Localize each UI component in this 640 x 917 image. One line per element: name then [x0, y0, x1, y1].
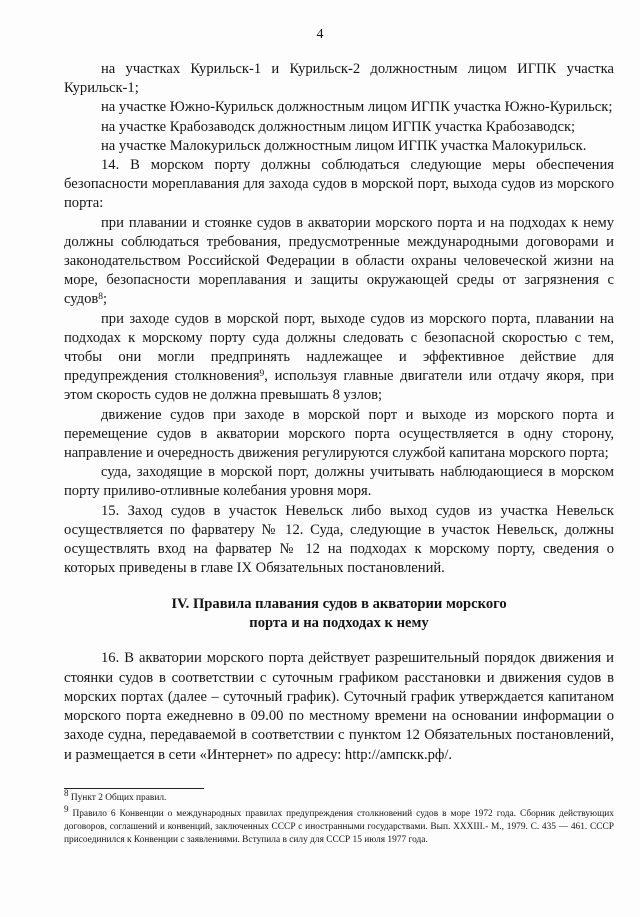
footnote-ref-8[interactable]: 8 [98, 292, 104, 303]
paragraph-kurilsk: на участках Курильск-1 и Курильск-2 должностным лицом ИГПК участка Курильск-1; [64, 61, 614, 97]
paragraph-14: 14. В морском порту должны соблюдаться следующие меры обеспечения безопасности мореплавания для захода судов в морской порт, выхода судов из морского порта: [64, 157, 614, 212]
page-number: 4 [316, 27, 324, 42]
paragraph-tidal: суда, заходящие в морской порт, должны учитывать наблюдающиеся в морском порту приливо-отливные колебания уровня моря. [64, 464, 614, 500]
footnote-8 [64, 787, 614, 805]
footnote-9 [64, 803, 614, 848]
document-body [64, 60, 614, 848]
footnote-mark: 9 [64, 803, 69, 814]
paragraph-navigation-requirements [64, 214, 614, 310]
section-heading [64, 595, 614, 633]
paragraph-safe-speed [64, 310, 614, 406]
footnote-text: Пункт 2 Общих правил. [68, 792, 167, 803]
paragraph-15: 15. Заход судов в участок Невельск либо выход судов из участка Невельск осуществляется по фарватеру № 12. Суда, следующие в участок Невельск, должны осуществлять вход на фарватер № 12 на подходах к морскому порту, сведения о которых приведены в главе IX Обязательных постановлений. [64, 502, 614, 577]
section-heading-line-2: порта и на подходах к нему [249, 615, 429, 632]
paragraph-text: при заходе судов в морской порт, выходе судов из морского порта, плавании на подходах к морскому порту суда должны следовать с безопасной скоростью с тем, чтобы они могли предпринять надлежащее и эффективное действие для предупреждения столкновения [64, 310, 614, 385]
paragraph-text-end: , используя главные двигатели или отдачу якоря, при этом скорость судов не должна превышать 8 узлов; [64, 368, 614, 404]
paragraph-yuzhno-kurilsk: на участке Южно-Курильск должностным лицом ИГПК участка Южно-Курильск; [101, 99, 613, 116]
footnote-ref-9[interactable]: 9 [259, 369, 265, 380]
paragraph-malokurilsk: на участке Малокурильск должностным лицом ИГПК участка Малокурильск. [101, 137, 587, 154]
footnote-text: Правило 6 Конвенции о международных правилах предупреждения столкновений судов в море 1972 года. Сборник действующих договоров, соглашений и конвенций, заключенных СССР с иностранными государствами. Вып. XXXIII.- М., 1979. С. 435 — 461. СССР присоединился к Конвенции с заявлениями. Вступила в силу для СССР 15 июля 1977 года. [64, 808, 614, 846]
footnote-mark: 8 [64, 787, 69, 798]
paragraph-text-end: ; [103, 291, 108, 308]
paragraph-16: 16. В акватории морского порта действует разрешительный порядок движения и стоянки судов в соответствии с суточным графиком расстановки и движения судов в морских портах (далее – суточный график). Суточный график утверждается капитаном морского порта ежедневно в 09.00 по местному времени на основании информации о заходе судна, передаваемой в соответствии с пунктом 12 Обязательных постановлений, и размещается в сети «Интернет» по адресу: http://ампскк.рф/. [64, 650, 614, 763]
section-heading-line-1: IV. Правила плавания судов в акватории морского [171, 596, 507, 613]
paragraph-krabozavodsk: на участке Крабозаводск должностным лицом ИГПК участка Крабозаводск; [101, 118, 576, 135]
footnote-divider [64, 788, 204, 789]
paragraph-text: при плавании и стоянке судов в акватории морского порта и на подходах к нему должны соблюдаться требования, предусмотренные международными договорами и законодательством Российской Федерации в области охраны человеческой жизни на море, безопасности мореплавания и защиты окружающей среды от загрязнения с судов [64, 214, 614, 308]
paragraph-one-way-traffic: движение судов при заходе в морской порт и выходе из морского порта и перемещение судов в акватории морского порта осуществляется в одну сторону, направление и очередность движения регулируются службой капитана морского порта; [64, 406, 614, 462]
